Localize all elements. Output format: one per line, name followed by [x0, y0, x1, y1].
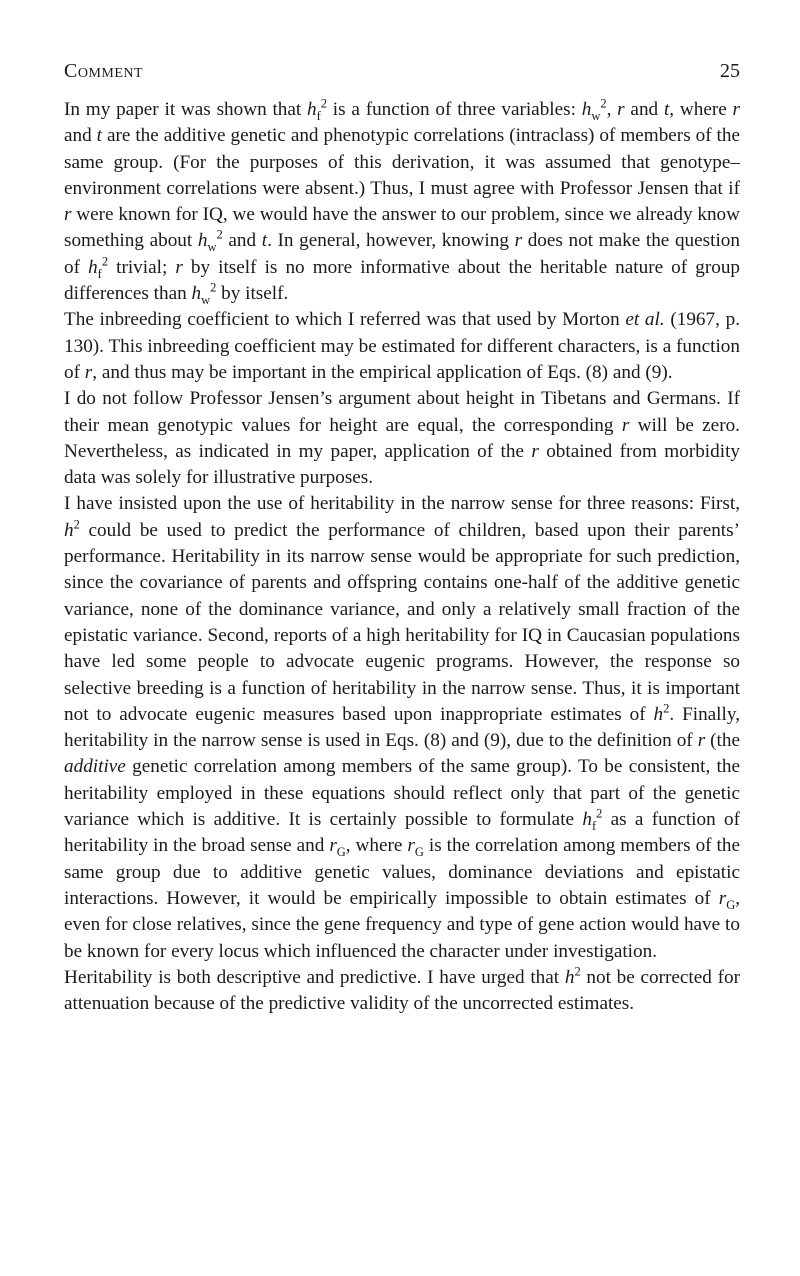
page-number: 25: [720, 60, 740, 82]
running-title: Comment: [64, 60, 144, 82]
paragraph-2: The inbreeding coefficient to which I referred was that used by Morton et al. (1967, p. 130). This inbreeding coefficient may be estimated for different characters, is a function of r, and thus may be important in the empirical application of Eqs. (8) and (9).: [64, 309, 740, 383]
running-head: [64, 60, 740, 83]
paragraph-4: I have insisted upon the use of heritability in the narrow sense for three reasons: First, $h^2$ could be used to predict the performance of children, based upon their parents’ performance. Heritability in its narrow sense would be appropriate for such prediction, since the covariance of parents and offspring contains one-half of the additive genetic variance, none of the dominance variance, and only a relatively small fraction of the epistatic variance. Second, reports of a high heritability for IQ in Caucasian populations have led some people to advocate eugenic programs. However, the response so selective breeding is a function of heritability in the narrow sense. Thus, it is important not to advocate eugenic measures based upon inappropriate estimates of $h^2$. Finally, heritability in the narrow sense is used in Eqs. (8) and (9), due to the definition of r (the additive genetic correlation among members of the same group). To be consistent, the heritability employed in these equations should reflect only that part of the genetic variance which is additive. It is certainly possible to formulate $h_f^2$ as a function of heritability in the broad sense and $r_G$, where $r_G$ is the correlation among members of the same group due to additive genetic values, dominance deviations and epistatic interactions. However, it would be empirically impossible to obtain estimates of $r_G$, even for close relatives, since the gene frequency and type of gene action would have to be known for every locus which influenced the character under investigation.: [64, 493, 740, 962]
document-page: [64, 60, 740, 1017]
paragraph-1: In my paper it was shown that $h_f^2$ is a function of three variables: $h_w^2$, r and t, where r and t are the additive genetic and phenotypic correlations (intraclass) of members of the same group. (For the purposes of this derivation, it was assumed that genotype–environment correlations were absent.) Thus, I must agree with Professor Jensen that if r were known for IQ, we would have the answer to our problem, since we already know something about $h_w^2$ and t. In general, however, knowing r does not make the question of $h_f^2$ trivial; r by itself is no more informative about the heritable nature of group differences than $h_w^2$ by itself.: [64, 96, 741, 307]
body-text: [64, 97, 740, 1017]
paragraph-5: Heritability is both descriptive and predictive. I have urged that $h^2$ not be corrected for attenuation because of the predictive validity of the uncorrected estimates.: [64, 964, 740, 1015]
paragraph-3: I do not follow Professor Jensen’s argument about height in Tibetans and Germans. If their mean genotypic values for height are equal, the corresponding r will be zero. Nevertheless, as indicated in my paper, application of the r obtained from morbidity data was solely for illustrative purposes.: [64, 388, 740, 489]
